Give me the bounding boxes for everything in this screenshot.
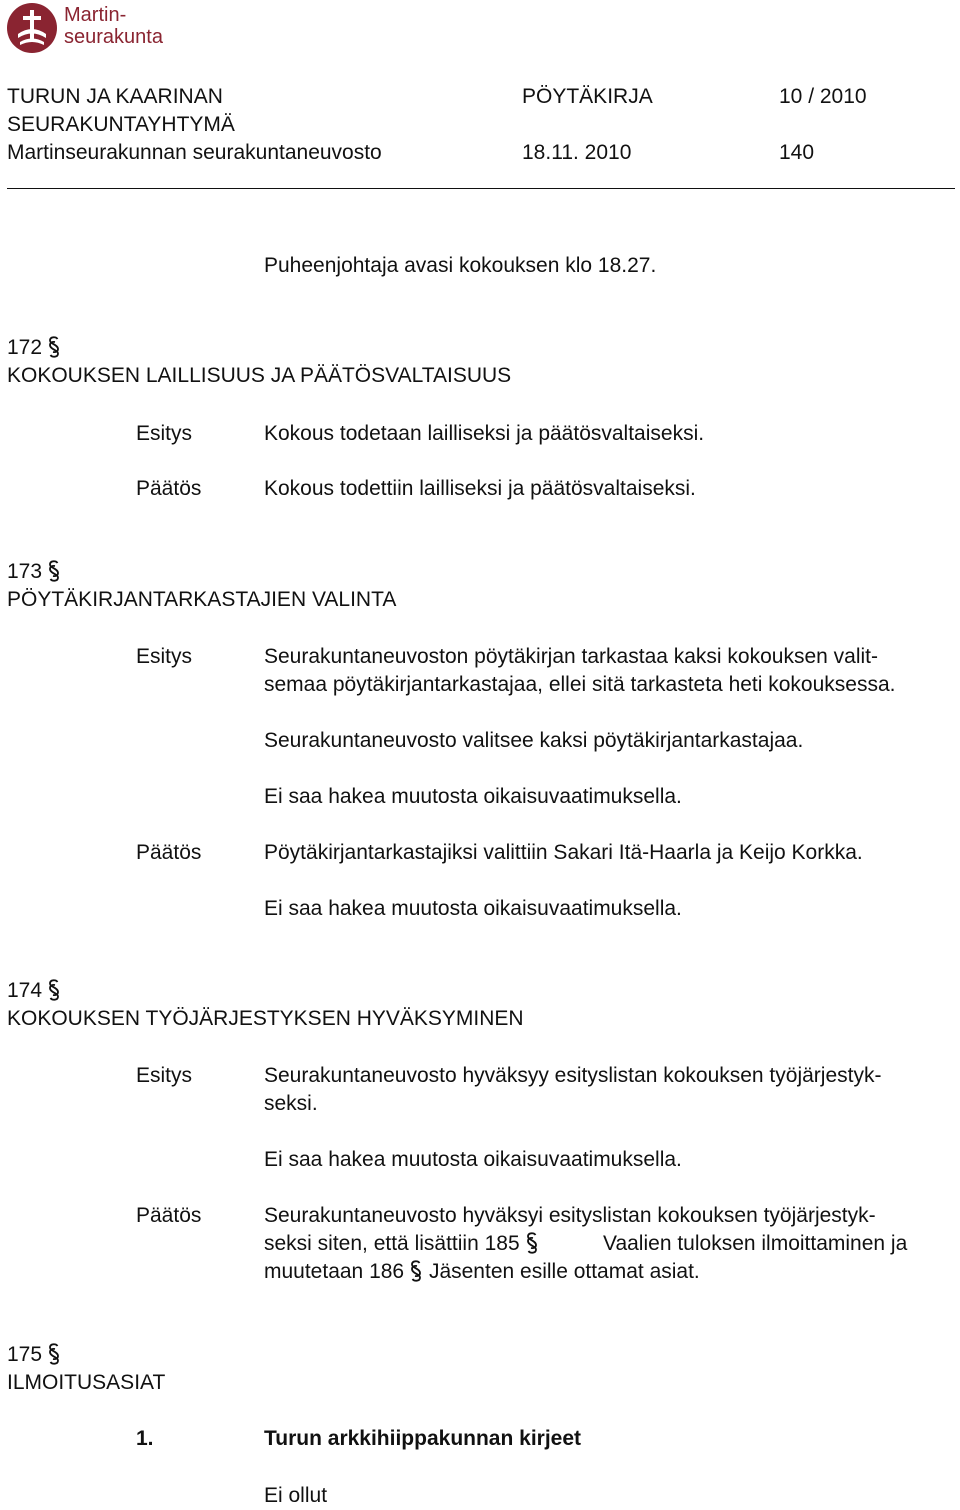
section-174-esitys-line-2: seksi. xyxy=(264,1092,318,1115)
header-body-name: Martinseurakunnan seurakuntaneuvosto xyxy=(7,141,382,164)
logo-line-2: seurakunta xyxy=(64,26,163,48)
section-173-esitys-line-1: Seurakuntaneuvoston pöytäkirjan tarkastaa kaksi kokouksen valit- xyxy=(264,645,879,668)
header-doc-number: 10 / 2010 xyxy=(779,85,867,108)
section-174-paatos-line-3 xyxy=(264,1258,700,1286)
section-174-paatos-line-3a: muutetaan 186 xyxy=(264,1260,405,1283)
section-172-esitys-text: Kokous todetaan lailliseksi ja päätösvaltaiseksi. xyxy=(264,422,705,445)
section-sign-icon xyxy=(525,1231,539,1255)
paatos-label: Päätös xyxy=(136,477,202,500)
section-174-paatos-line-3b: Jäsenten esille ottamat asiat. xyxy=(428,1260,700,1283)
paatos-label: Päätös xyxy=(136,1204,202,1227)
opening-text: Puheenjohtaja avasi kokouksen klo 18.27. xyxy=(264,254,657,277)
section-sign-icon xyxy=(409,1259,423,1283)
header-org-line-1: TURUN JA KAARINAN xyxy=(7,85,223,108)
header-divider xyxy=(7,188,955,189)
section-173-number: 173 xyxy=(7,560,43,583)
header-page-number: 140 xyxy=(779,141,815,164)
section-173-paatos-text: Pöytäkirjantarkastajiksi valittiin Sakari Itä-Haarla ja Keijo Korkka. xyxy=(264,841,863,864)
section-sign-icon xyxy=(47,1342,61,1366)
section-174-esitys-paragraph-2: Ei saa hakea muutosta oikaisuvaatimuksella. xyxy=(264,1148,682,1171)
section-175-item-text: Ei ollut xyxy=(264,1484,328,1507)
section-173-esitys-line-2: semaa pöytäkirjantarkastajaa, ellei sitä tarkasteta heti kokouksessa. xyxy=(264,673,896,696)
section-175-item-number: 1. xyxy=(136,1427,154,1450)
organization-logo xyxy=(6,2,206,58)
esitys-label: Esitys xyxy=(136,1064,193,1087)
section-174-paatos-line-2a: seksi siten, että lisättiin 185 xyxy=(264,1232,520,1255)
logo-wordmark xyxy=(64,4,163,48)
section-172-heading xyxy=(7,334,61,362)
header-org-line-2: SEURAKUNTAYHTYMÄ xyxy=(7,113,235,136)
section-173-title: PÖYTÄKIRJANTARKASTAJIEN VALINTA xyxy=(7,588,397,611)
section-174-esitys-line-1: Seurakuntaneuvosto hyväksyy esityslistan kokouksen työjärjestyk- xyxy=(264,1064,882,1087)
section-172-paatos-text: Kokous todettiin lailliseksi ja päätösvaltaiseksi. xyxy=(264,477,696,500)
cross-emblem-icon xyxy=(6,2,58,54)
section-sign-icon xyxy=(47,978,61,1002)
section-174-paatos-line-2 xyxy=(264,1230,539,1258)
section-173-paatos-paragraph-2: Ei saa hakea muutosta oikaisuvaatimuksella. xyxy=(264,897,682,920)
esitys-label: Esitys xyxy=(136,422,193,445)
section-174-paatos-line-2b: Vaalien tuloksen ilmoittaminen ja xyxy=(603,1232,908,1255)
esitys-label: Esitys xyxy=(136,645,193,668)
section-173-heading xyxy=(7,558,61,586)
section-175-number: 175 xyxy=(7,1343,43,1366)
section-174-heading xyxy=(7,977,61,1005)
section-174-paatos-line-1: Seurakuntaneuvosto hyväksyi esityslistan kokouksen työjärjestyk- xyxy=(264,1204,876,1227)
section-175-heading xyxy=(7,1341,61,1369)
section-175-title: ILMOITUSASIAT xyxy=(7,1371,166,1394)
section-172-title: KOKOUKSEN LAILLISUUS JA PÄÄTÖSVALTAISUUS xyxy=(7,364,512,387)
section-sign-icon xyxy=(47,559,61,583)
section-173-esitys-paragraph-2: Seurakuntaneuvosto valitsee kaksi pöytäkirjantarkastajaa. xyxy=(264,729,804,752)
section-174-number: 174 xyxy=(7,979,43,1002)
section-sign-icon xyxy=(47,335,61,359)
section-174-title: KOKOUKSEN TYÖJÄRJESTYKSEN HYVÄKSYMINEN xyxy=(7,1007,524,1030)
header-doc-type: PÖYTÄKIRJA xyxy=(522,85,653,108)
section-175-item-title: Turun arkkihiippakunnan kirjeet xyxy=(264,1427,582,1450)
section-173-esitys-paragraph-3: Ei saa hakea muutosta oikaisuvaatimuksella. xyxy=(264,785,682,808)
logo-line-1: Martin- xyxy=(64,4,127,26)
header-date: 18.11. 2010 xyxy=(522,141,632,164)
section-172-number: 172 xyxy=(7,336,43,359)
paatos-label: Päätös xyxy=(136,841,202,864)
